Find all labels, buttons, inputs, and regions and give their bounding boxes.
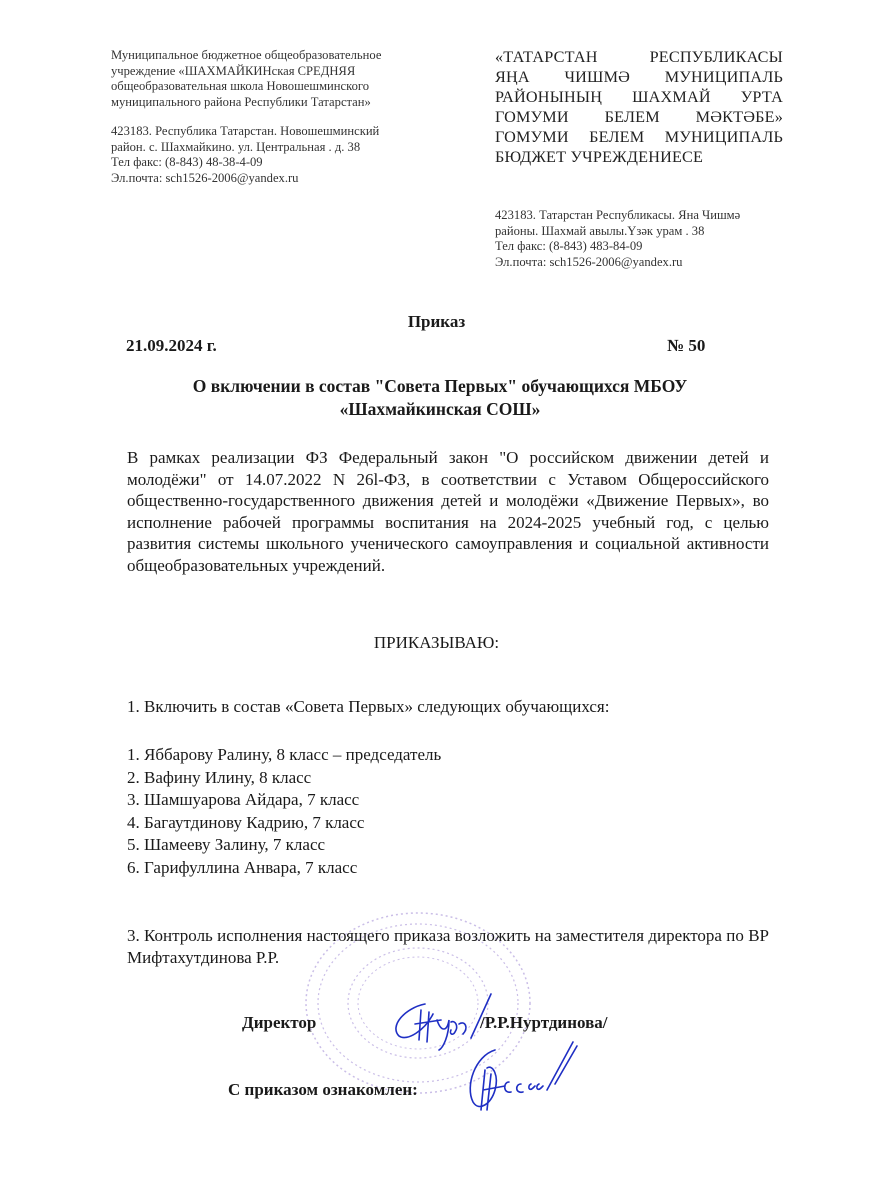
email-tt: Эл.почта: sch1526-2006@yandex.ru [495, 254, 683, 269]
org-name-tt-line: ГОМУМИ БЕЛЕМ МУНИЦИПАЛЬ [495, 128, 783, 146]
list-item: 1. Яббарову Ралину, 8 класс – председатель [127, 745, 442, 764]
order-date: 21.09.2024 г. [126, 336, 217, 355]
org-name-ru-line: Муниципальное бюджетное общеобразовательное [111, 48, 382, 62]
phone-tt: Тел факс: (8-843) 483-84-09 [495, 239, 643, 253]
address-tt-line: районы. Шахмай авылы.Үзәк урам . 38 [495, 223, 705, 238]
list-item: 3. Шамшуарова Айдара, 7 класс [127, 790, 360, 810]
org-name-ru-line: учреждение «ШАХМАЙКИНская СРЕДНЯЯ [111, 63, 356, 78]
members-list [127, 744, 441, 880]
org-name-tt-line: ЯҢА ЧИШМӘ МУНИЦИПАЛЬ [495, 68, 783, 86]
order-item-3: 3. Контроль исполнения настоящего приказа возложить на заместителя директора по ВР Мифтахутдинова Р.Р. [127, 926, 769, 967]
address-ru-line: район. с. Шахмайкино. ул. Центральная . д. 38 [111, 139, 361, 154]
list-item: 4. Багаутдинову Кадрию, 7 класс [127, 812, 365, 832]
org-name-ru-line: муниципального района Республики Татарстан» [111, 94, 371, 109]
order-item-1: 1. Включить в состав «Совета Первых» следующих обучающихся: [127, 697, 610, 716]
org-name-ru-line: общеобразовательная школа Новошешминского [111, 79, 370, 93]
order-title-line: «Шахмайкинская СОШ» [339, 399, 541, 419]
acknowledged-label: С приказом ознакомлен: [228, 1080, 418, 1099]
header-left-block [111, 48, 431, 186]
director-label: Директор [242, 1013, 317, 1032]
order-number: № 50 [667, 336, 706, 355]
list-item: 6. Гарифуллина Анвара, 7 класс [127, 857, 358, 877]
header-right-org-name [495, 47, 783, 167]
address-tt-line: 423183. Татарстан Республикасы. Яна Чишмә [495, 208, 741, 222]
order-title [120, 375, 760, 421]
header-right-address [495, 208, 795, 270]
preamble-paragraph: В рамках реализации ФЗ Федеральный закон "О российском движении детей и молодёжи" от 14.07.2022 N 26l-ФЗ, в соответствии с Уставом Общероссийского общественно-государственного движения детей и молодёжи «Движение Первых», во исполнение рабочей программы воспитания на 2024-2025 учебный год, с целью развития системы школьного ученического самоуправления и социальной активности общеобразовательных учреждений. [127, 448, 769, 575]
director-name: /Р.Р.Нуртдинова/ [480, 1013, 608, 1032]
list-item: 5. Шамееву Залину, 7 класс [127, 835, 326, 855]
org-name-tt-line: БЮДЖЕТ УЧРЕЖДЕНИЕСЕ [495, 148, 704, 166]
address-ru-line: 423183. Республика Татарстан. Новошешминский [111, 124, 380, 138]
list-item: 2. Вафину Илину, 8 класс [127, 767, 312, 787]
order-title-line: О включении в состав "Совета Первых" обучающихся МБОУ [192, 376, 688, 396]
email-ru: Эл.почта: sch1526-2006@yandex.ru [111, 170, 299, 185]
org-name-tt-line: ГОМУМИ БЕЛЕМ МӘКТӘБЕ» [495, 108, 783, 126]
org-name-tt-line: «ТАТАРСТАН РЕСПУБЛИКАСЫ [495, 48, 783, 66]
order-directive: ПРИКАЗЫВАЮ: [373, 633, 500, 652]
phone-ru: Тел факс: (8-843) 48-38-4-09 [111, 155, 263, 169]
acknowledgment-signature [465, 1040, 585, 1120]
org-name-tt-line: РАЙОНЫНЫҢ ШАХМАЙ УРТА [495, 88, 783, 106]
document-type: Приказ [407, 312, 466, 331]
